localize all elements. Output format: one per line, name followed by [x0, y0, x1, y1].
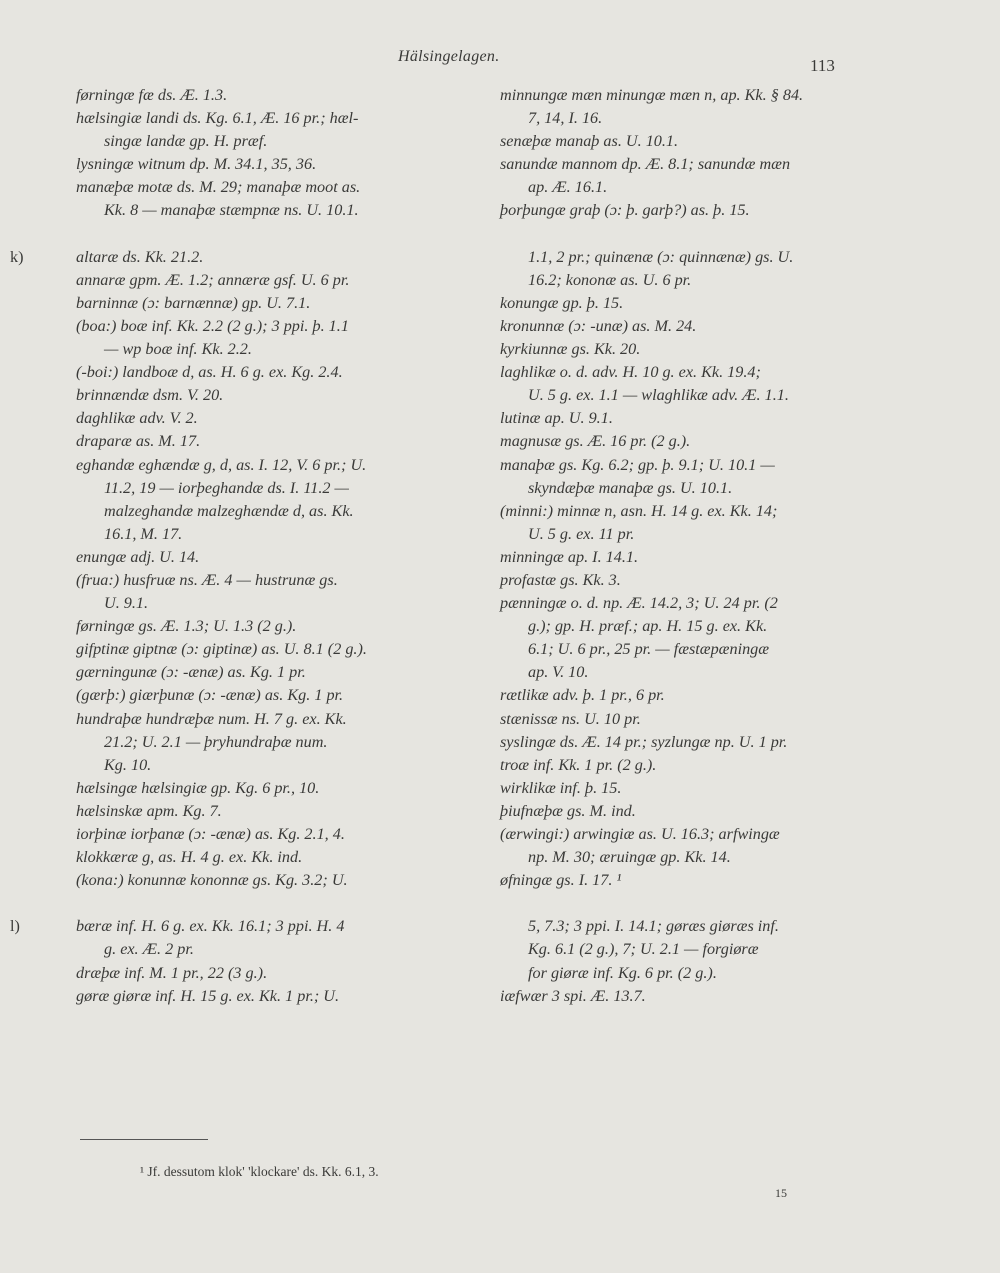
footnote: ¹ Jf. dessutom klok' 'klockare' ds. Kk. 6.1, 3.	[140, 1164, 379, 1179]
entry-line	[76, 500, 472, 523]
entry-line	[76, 869, 472, 892]
entry-line	[500, 592, 900, 615]
entry-text: singæ landæ gp. H. præf.	[104, 132, 268, 151]
entry-text: 5, 7.3; 3 ppi. I. 14.1; gøræs giøræs inf.	[528, 917, 779, 936]
entry-text: hælsinskæ apm. Kg. 7.	[76, 801, 222, 820]
entry-line	[76, 384, 472, 407]
entry-text: altaræ ds. Kk. 21.2.	[76, 247, 204, 266]
left-column	[10, 84, 472, 1008]
entry-line	[76, 199, 472, 222]
entry-text: U. 5 g. ex. 11 pr.	[528, 524, 635, 543]
entry-text: klokkæræ g, as. H. 4 g. ex. Kk. ind.	[76, 848, 303, 867]
entry-text: (gærþ:) giærþunæ (ɔ: -ænæ) as. Kg. 1 pr.	[76, 686, 344, 705]
entry-line	[76, 361, 472, 384]
entry-text: syslingæ ds. Æ. 14 pr.; syzlungæ np. U. 1 pr.	[500, 732, 788, 751]
entry-text: malzeghandæ malzeghændæ d, as. Kk.	[104, 501, 354, 520]
entry-text: þiufnæþæ gs. M. ind.	[500, 801, 636, 820]
entry-line	[500, 338, 900, 361]
entry-line	[500, 130, 900, 153]
entry-line	[500, 985, 900, 1008]
entry-line	[500, 846, 900, 869]
entry-line	[76, 546, 472, 569]
entry-text: þorþungæ graþ (ɔ: þ. garþ?) as. þ. 15.	[500, 201, 750, 220]
entry-line	[500, 938, 900, 961]
entry-line	[76, 800, 472, 823]
entry-line	[500, 384, 900, 407]
entry-text: (frua:) husfruæ ns. Æ. 4 — hustrunæ gs.	[76, 570, 338, 589]
entry-line	[500, 84, 900, 107]
entry-line	[500, 800, 900, 823]
entry-line	[500, 523, 900, 546]
entry-text: 7, 14, I. 16.	[528, 109, 603, 128]
entry-text: ap. V. 10.	[528, 663, 589, 682]
entry-line	[500, 777, 900, 800]
entry-line	[500, 546, 900, 569]
entry-text: laghlikæ o. d. adv. H. 10 g. ex. Kk. 19.4;	[500, 363, 761, 382]
entry-line	[500, 708, 900, 731]
entry-line	[500, 638, 900, 661]
entry-text: ap. Æ. 16.1.	[528, 178, 608, 197]
printer-signature: 15	[775, 1186, 787, 1200]
entry-line	[500, 246, 900, 269]
entry-text: Kg. 10.	[104, 755, 152, 774]
entry-line	[500, 477, 900, 500]
entry-text: magnusæ gs. Æ. 16 pr. (2 g.).	[500, 432, 691, 451]
entry-line	[76, 754, 472, 777]
section-gap	[500, 223, 900, 246]
entry-text: wirklikæ inf. þ. 15.	[500, 778, 622, 797]
entry-text: lysningæ witnum dp. M. 34.1, 35, 36.	[76, 155, 317, 174]
entry-line	[500, 407, 900, 430]
entry-line	[500, 731, 900, 754]
entry-line	[76, 430, 472, 453]
entry-line	[76, 338, 472, 361]
entry-line	[500, 869, 900, 892]
entry-text: sanundæ mannom dp. Æ. 8.1; sanundæ mæn	[500, 155, 791, 174]
entry-line	[500, 153, 900, 176]
entry-text: Kk. 8 — manaþæ stæmpnæ ns. U. 10.1.	[104, 201, 359, 220]
entry-line	[500, 107, 900, 130]
entry-text: pænningæ o. d. np. Æ. 14.2, 3; U. 24 pr. (2	[500, 594, 778, 613]
entry-text: g.); gp. H. præf.; ap. H. 15 g. ex. Kk.	[528, 617, 768, 636]
entry-line	[76, 731, 472, 754]
entry-text: enungæ adj. U. 14.	[76, 547, 200, 566]
entry-line	[500, 430, 900, 453]
entry-text: bæræ inf. H. 6 g. ex. Kk. 16.1; 3 ppi. H. 4	[76, 917, 345, 936]
entry-line	[76, 684, 472, 707]
entry-line	[500, 500, 900, 523]
entry-text: for giøræ inf. Kg. 6 pr. (2 g.).	[528, 963, 717, 982]
entry-line	[500, 962, 900, 985]
entry-line	[76, 477, 472, 500]
entry-line	[500, 569, 900, 592]
entry-text: barninnæ (ɔ: barnænnæ) gp. U. 7.1.	[76, 293, 311, 312]
entry-line	[500, 315, 900, 338]
section-gap	[500, 892, 900, 915]
entry-text: gærningunæ (ɔ: -ænæ) as. Kg. 1 pr.	[76, 663, 306, 682]
entry-text: U. 9.1.	[104, 594, 149, 613]
entry-text: (kona:) konunnæ kononnæ gs. Kg. 3.2; U.	[76, 871, 348, 890]
entry-text: stænissæ ns. U. 10 pr.	[500, 709, 641, 728]
entry-text: førningæ fæ ds. Æ. 1.3.	[76, 86, 228, 104]
entry-line	[76, 708, 472, 731]
entry-text: iorþinæ iorþanæ (ɔ: -ænæ) as. Kg. 2.1, 4.	[76, 825, 345, 843]
entry-line	[500, 176, 900, 199]
entry-line	[500, 269, 900, 292]
entry-line	[76, 107, 472, 130]
entry-line	[76, 292, 472, 315]
entry-text: Kg. 6.1 (2 g.), 7; U. 2.1 — forgiøræ	[528, 940, 759, 959]
entry-text: rætlikæ adv. þ. 1 pr., 6 pr.	[500, 686, 665, 705]
entry-text: (minni:) minnæ n, asn. H. 14 g. ex. Kk. 14;	[500, 501, 778, 520]
entry-text: kyrkiunnæ gs. Kk. 20.	[500, 340, 641, 359]
entry-text: førningæ gs. Æ. 1.3; U. 1.3 (2 g.).	[76, 617, 297, 636]
entry-text: 6.1; U. 6 pr., 25 pr. — fæstæpæningæ	[528, 640, 770, 659]
entry-text: 16.2; kononæ as. U. 6 pr.	[528, 270, 692, 289]
entry-text: (boa:) boæ inf. Kk. 2.2 (2 g.); 3 ppi. þ. 1.1	[76, 316, 349, 335]
entry-text: manaþæ gs. Kg. 6.2; gp. þ. 9.1; U. 10.1 —	[500, 455, 775, 474]
entry-line	[10, 246, 472, 269]
entry-line	[500, 292, 900, 315]
entry-line	[500, 684, 900, 707]
entry-text: daghlikæ adv. V. 2.	[76, 409, 198, 428]
entry-text: minnungæ mæn minungæ mæn n, ap. Kk. § 84.	[500, 86, 804, 104]
entry-line	[76, 454, 472, 477]
section-letter: l)	[10, 917, 20, 936]
section-letter: k)	[10, 247, 24, 266]
entry-line	[76, 130, 472, 153]
entry-line	[76, 615, 472, 638]
entry-line	[76, 823, 472, 846]
entry-line	[10, 915, 472, 938]
entry-line	[76, 176, 472, 199]
entry-text: dræþæ inf. M. 1 pr., 22 (3 g.).	[76, 963, 268, 982]
entry-text: iæfwær 3 spi. Æ. 13.7.	[500, 986, 646, 1005]
entry-line	[76, 269, 472, 292]
entry-text: 21.2; U. 2.1 — þryhundraþæ num.	[104, 732, 328, 751]
footnote-rule	[80, 1139, 208, 1140]
entry-text: gifptinæ giptnæ (ɔ: giptinæ) as. U. 8.1 (2 g.).	[76, 640, 367, 659]
entry-line	[500, 754, 900, 777]
entry-text: profastæ gs. Kk. 3.	[500, 570, 621, 589]
entry-line	[76, 777, 472, 800]
entry-text: U. 5 g. ex. 1.1 — wlaghlikæ adv. Æ. 1.1.	[528, 386, 789, 405]
entry-line	[500, 915, 900, 938]
entry-line	[500, 661, 900, 684]
entry-text: eghandæ eghændæ g, d, as. I. 12, V. 6 pr.; U.	[76, 455, 367, 474]
section-gap	[76, 223, 472, 246]
entry-text: hælsingæ hælsingiæ gp. Kg. 6 pr., 10.	[76, 778, 320, 797]
entry-line	[500, 199, 900, 222]
entry-text: annaræ gpm. Æ. 1.2; annæræ gsf. U. 6 pr.	[76, 270, 350, 289]
entry-text: draparæ as. M. 17.	[76, 432, 201, 451]
entry-line	[76, 569, 472, 592]
entry-text: g. ex. Æ. 2 pr.	[104, 940, 194, 959]
entry-line	[76, 407, 472, 430]
entry-text: lutinæ ap. U. 9.1.	[500, 409, 613, 428]
entry-text: konungæ gp. þ. 15.	[500, 293, 624, 312]
entry-text: senæþæ manaþ as. U. 10.1.	[500, 132, 679, 151]
entry-line	[76, 985, 472, 1008]
entry-text: kronunnæ (ɔ: -unæ) as. M. 24.	[500, 316, 697, 335]
entry-line	[500, 615, 900, 638]
right-column	[500, 84, 900, 1008]
entry-line	[76, 938, 472, 961]
entry-text: 1.1, 2 pr.; quinænæ (ɔ: quinnænæ) gs. U.	[528, 247, 794, 266]
entry-text: øfningæ gs. I. 17. ¹	[500, 871, 622, 890]
entry-line	[500, 823, 900, 846]
entry-text: (ærwingi:) arwingiæ as. U. 16.3; arfwingæ	[500, 825, 780, 843]
entry-text: troæ inf. Kk. 1 pr. (2 g.).	[500, 755, 657, 774]
entry-text: brinnændæ dsm. V. 20.	[76, 386, 224, 405]
entry-line	[76, 638, 472, 661]
entry-line	[500, 454, 900, 477]
entry-text: skyndæþæ manaþæ gs. U. 10.1.	[528, 478, 733, 497]
entry-line	[76, 846, 472, 869]
entry-line	[76, 84, 472, 107]
entry-line	[76, 315, 472, 338]
page-number: 113	[810, 56, 835, 75]
entry-text: gøræ giøræ inf. H. 15 g. ex. Kk. 1 pr.; U.	[76, 986, 340, 1005]
section-gap	[76, 892, 472, 915]
entry-line	[76, 962, 472, 985]
entry-line	[76, 153, 472, 176]
entry-text: (-boi:) landboæ d, as. H. 6 g. ex. Kg. 2.4.	[76, 363, 343, 382]
entry-text: hundraþæ hundræþæ num. H. 7 g. ex. Kk.	[76, 709, 347, 728]
entry-line	[500, 361, 900, 384]
entry-text: 16.1, M. 17.	[104, 524, 183, 543]
entry-line	[76, 592, 472, 615]
entry-text: minningæ ap. I. 14.1.	[500, 547, 639, 566]
entry-line	[76, 523, 472, 546]
entry-text: hælsingiæ landi ds. Kg. 6.1, Æ. 16 pr.; hæl-	[76, 109, 359, 128]
entry-text: manæþæ motæ ds. M. 29; manaþæ moot as.	[76, 178, 361, 197]
entry-text: 11.2, 19 — iorþeghandæ ds. I. 11.2 —	[104, 478, 349, 497]
entry-text: np. M. 30; æruingæ gp. Kk. 14.	[528, 848, 731, 867]
entry-text: — wp boæ inf. Kk. 2.2.	[104, 340, 252, 359]
running-title: Hälsingelagen.	[398, 48, 500, 65]
entry-line	[76, 661, 472, 684]
